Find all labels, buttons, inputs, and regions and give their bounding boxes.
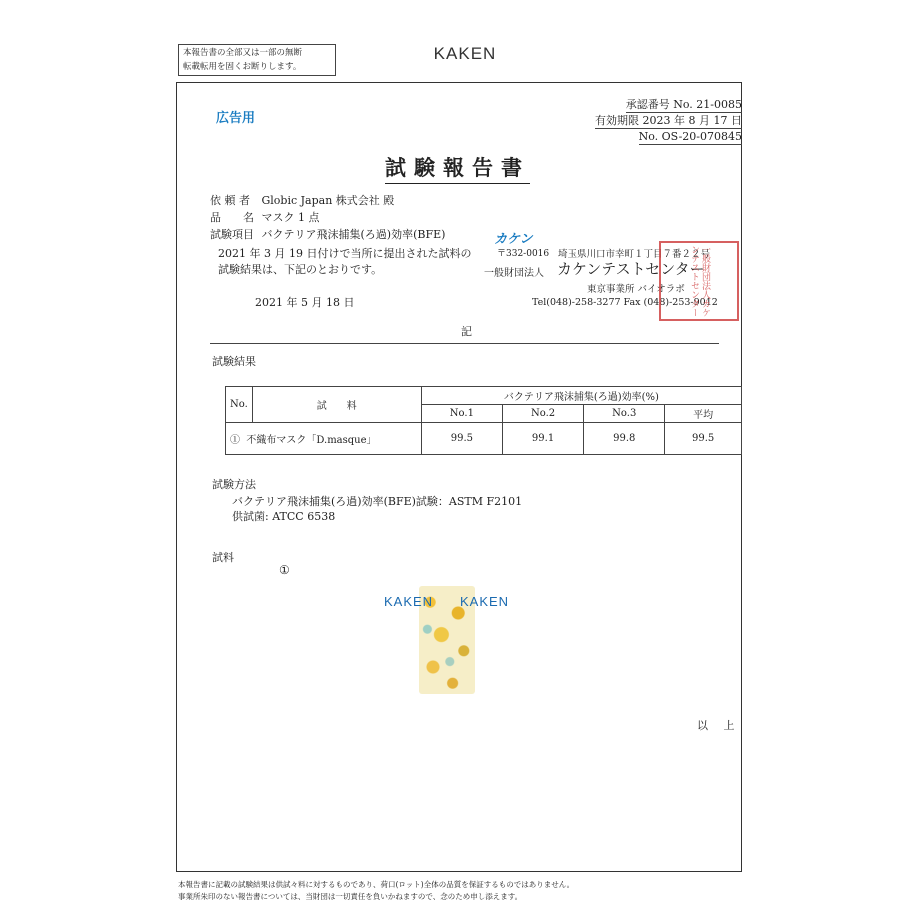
client-label: 依 頼 者 [210,194,250,207]
col-no-header: No. [226,387,253,423]
sub-header: No.1 [421,405,502,423]
value-cell: 99.8 [584,423,665,455]
col-group-header: バクテリア飛沫捕集(ろ過)効率(%) [421,387,741,405]
product-field [210,209,320,225]
value-cell: 99.5 [421,423,502,455]
issuer-address: 埼玉県川口市幸町１丁目７番２２号 [558,249,711,260]
report-date: 2021 年 5 月 18 日 [255,296,355,309]
valid-until: 有効期限 2023 年 8 月 17 日 [595,114,742,127]
issuer-postal-code: 〒332-0016 [497,249,550,259]
results-heading: 試験結果 [212,355,256,368]
kaken-stamp-left: KAKEN [384,594,434,609]
sample-cell: ① 不織布マスク「D.masque」 [226,423,422,455]
client-field [210,192,394,208]
issuer-name: カケンテストセンター [557,260,705,278]
col-sample-header: 試 料 [252,387,421,423]
product-label: 品 名 [210,211,254,224]
sample-number: ① [279,563,290,577]
ki-mark: 記 [461,325,472,338]
test-item-field [210,226,445,242]
results-table [225,386,742,455]
approval-number: 承認番号 No. 21-0085 [625,98,742,111]
product-value: マスク 1 点 [261,211,320,224]
report-number: No. OS-20-070845 [638,130,742,143]
issuer-office: 東京事業所 バイオラボ [587,284,685,295]
document-title: 試験報告書 [385,152,530,184]
issuer-org-type: 一般財団法人 [484,268,544,279]
method-heading: 試験方法 [212,478,256,491]
table-row [226,423,742,455]
value-cell: 99.5 [665,423,742,455]
test-item-label: 試験項目 [210,228,254,241]
footer-disclaimer: 本報告書に記載の試験結果は供試々料に対するものであり、荷口(ロット)全体の品質を保証するものではありません。 事業所朱印のない報告書については、当財団は一切責任を負いかねますので、念のため申し添えます。 [178,880,575,901]
divider [210,343,719,344]
intro-text: 2021 年 3 月 19 日付けで当所に提出された試料の 試験結果は、下記のとおりです。 [218,247,472,276]
sub-header: No.3 [584,405,665,423]
method-text: バクテリア飛沫捕集(ろ過)効率(BFE)試験：ASTM F2101 供試菌: ATCC 6538 [232,495,523,523]
value-cell: 99.1 [502,423,583,455]
kaken-stamp-right: KAKEN [460,594,510,609]
client-value: Globic Japan 株式会社 殿 [261,194,395,207]
advertising-label: 広告用 [216,111,256,126]
sub-header: 平均 [665,405,742,423]
test-item-value: バクテリア飛沫捕集(ろ過)効率(BFE) [261,228,446,241]
reproduction-notice: 本報告書の全部又は一部の無断 転載転用を固くお断りします。 [178,44,336,76]
kaken-header-logo: KAKEN [433,44,497,63]
sample-heading: 試料 [212,551,234,564]
end-mark: 以 上 [697,719,741,732]
official-seal: 一般財団法人カケンテストセンター [659,241,739,321]
sub-header: No.2 [502,405,583,423]
approval-block [595,97,742,145]
kaken-issuer-logo: カケン [494,232,533,247]
issuer-tel-fax: Tel(048)-258-3277 Fax (048)-253-9012 [532,297,718,308]
